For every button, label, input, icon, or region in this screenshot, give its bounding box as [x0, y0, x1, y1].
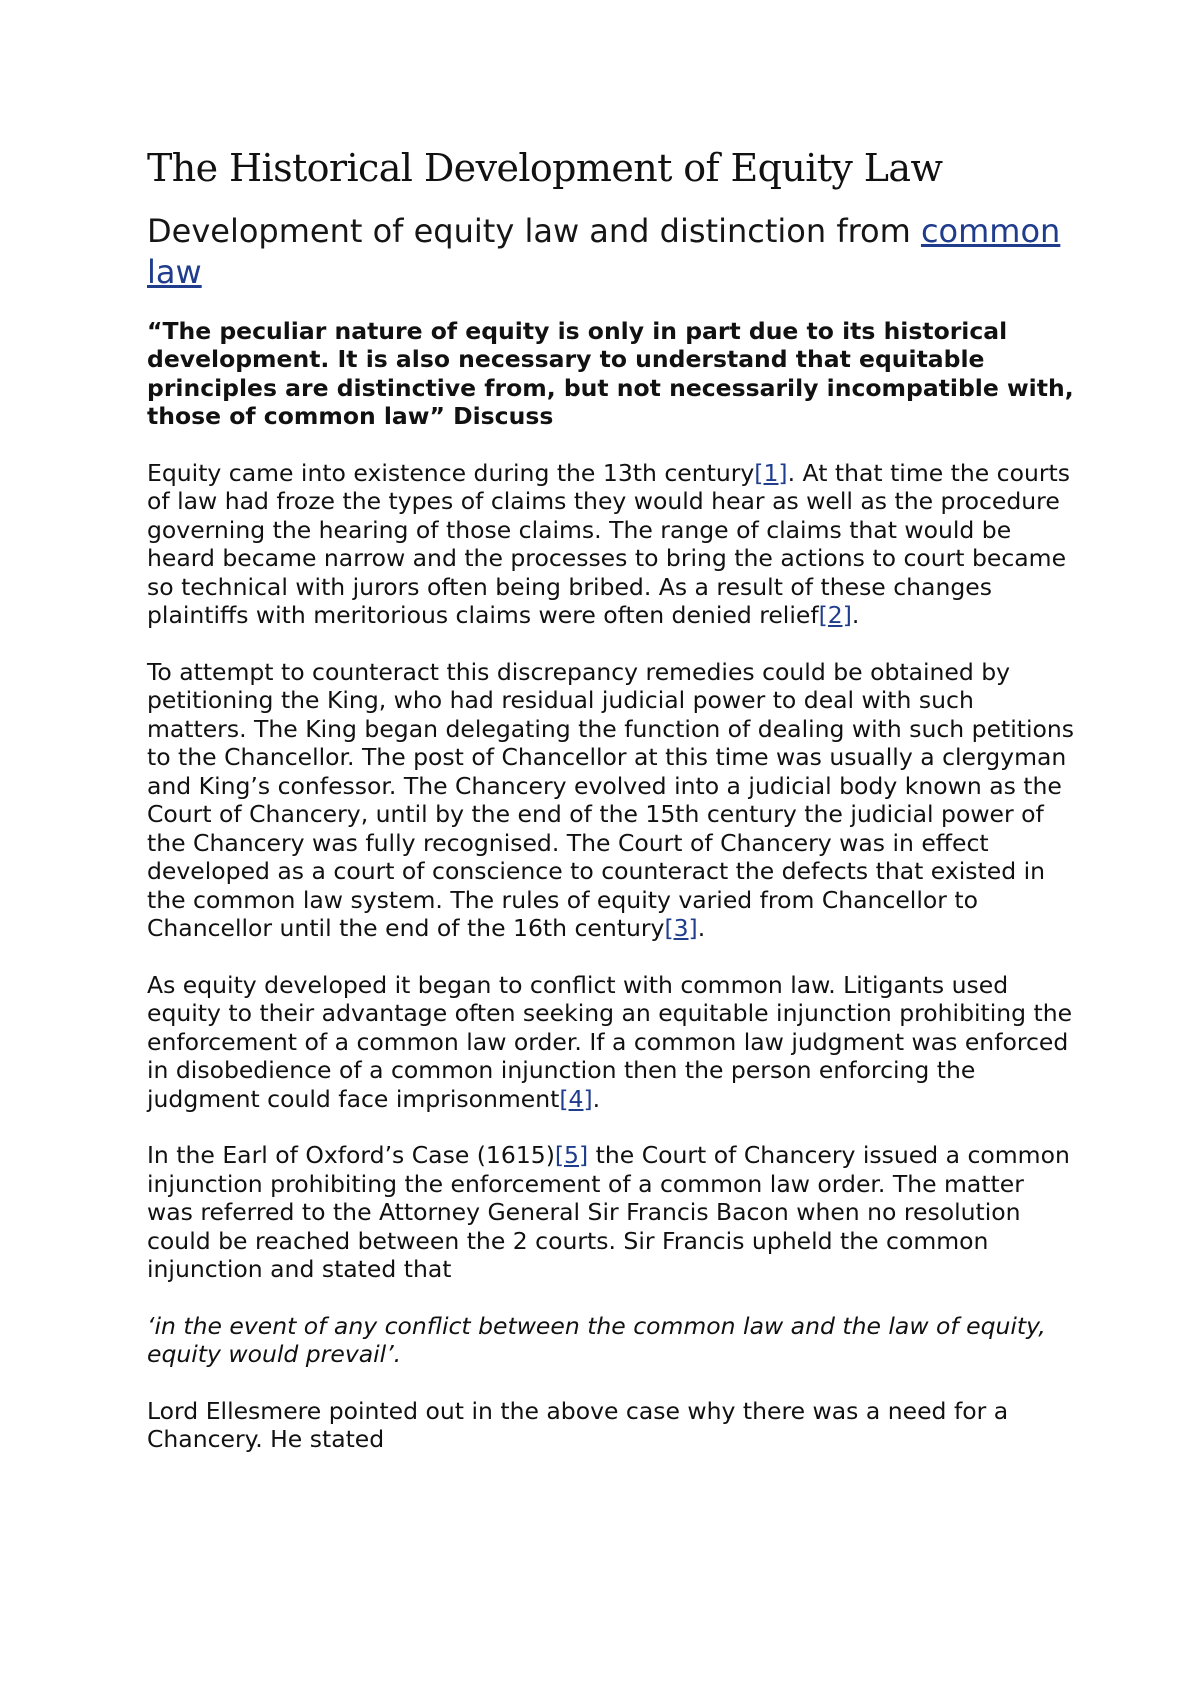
- body-paragraph: [147, 1397, 1077, 1454]
- paragraph-text: .: [697, 914, 706, 942]
- paragraph-text: In the Earl of Oxford’s Case (1615): [147, 1141, 555, 1169]
- paragraph-text: .: [851, 601, 860, 629]
- footnote-ref-link[interactable]: [4]: [559, 1084, 593, 1113]
- body-paragraph: [147, 459, 1077, 630]
- paragraph-text: As equity developed it began to conflict with common law. Litigants used equity to their advantage often seeking an equitable injunction prohibiting the enforcement of a common law order. If a common law judgment was enforced in disobedience of a common injunction then the person enforcing the judgment could face imprisonment: [147, 970, 1073, 1113]
- paragraph-text: . At that time the courts of law had froze the types of claims they would hear as well as the procedure governing the hearing of those claims. The range of claims that would be heard became narrow and the processes to bring the actions to court became so technical with jurors often being bribed. As a result of these changes plaintiffs with meritorious claims were often denied relief: [147, 458, 1070, 629]
- subtitle-text: Development of equity law and distinction from: [147, 211, 921, 250]
- paragraph-text: Equity came into existence during the 13th century: [147, 458, 755, 487]
- paragraph-text: To attempt to counteract this discrepancy remedies could be obtained by petitioning the King, who had residual judicial power to deal with such matters. The King began delegating the function of dealing with such petitions to the Chancellor. The post of Chancellor at this time was usually a clergyman and King’s confessor. The Chancery evolved into a judicial body known as the Court of Chancery, until by the end of the 15th century the judicial power of the Chancery was fully recognised. The Court of Chancery was in effect developed as a court of conscience to counteract the defects that existed in the common law system. The rules of equity varied from Chancellor to Chancellor until the end of the 16th century: [147, 657, 1075, 942]
- body-paragraph: [147, 658, 1077, 943]
- paragraph-text: .: [592, 1084, 601, 1113]
- footnote-ref-link[interactable]: [1]: [754, 458, 788, 487]
- document-title: The Historical Development of Equity Law: [147, 146, 943, 190]
- paragraph-text: the Court of Chancery issued a common injunction prohibiting the enforcement of a common law order. The matter was referred to the Attorney General Sir Francis Bacon when no resolution could be reached between the 2 courts. Sir Francis upheld the common injunction and stated that: [147, 1141, 1070, 1283]
- body-text: [147, 459, 1077, 1454]
- document-subtitle: [147, 211, 1077, 293]
- footnote-ref-link[interactable]: [2]: [818, 601, 852, 629]
- paragraph-text: ‘in the event of any conflict between the common law and the law of equity, equity would prevail’.: [147, 1311, 1046, 1368]
- body-paragraph: [147, 1141, 1077, 1284]
- footnote-ref-link[interactable]: [5]: [554, 1141, 589, 1169]
- document-page: [147, 145, 1077, 1482]
- body-paragraph: [147, 971, 1077, 1114]
- body-paragraph: [147, 1312, 1077, 1369]
- essay-question: “The peculiar nature of equity is only in part due to its historical development. It is also necessary to understand that equitable principles are distinctive from, but not necessarily incompatible with, those of common law” Discuss: [147, 316, 1074, 430]
- footnote-ref-link[interactable]: [3]: [664, 914, 698, 942]
- paragraph-text: Lord Ellesmere pointed out in the above case why there was a need for a Chancery. He stated: [147, 1396, 1009, 1453]
- common-law-link[interactable]: common law: [147, 211, 1061, 291]
